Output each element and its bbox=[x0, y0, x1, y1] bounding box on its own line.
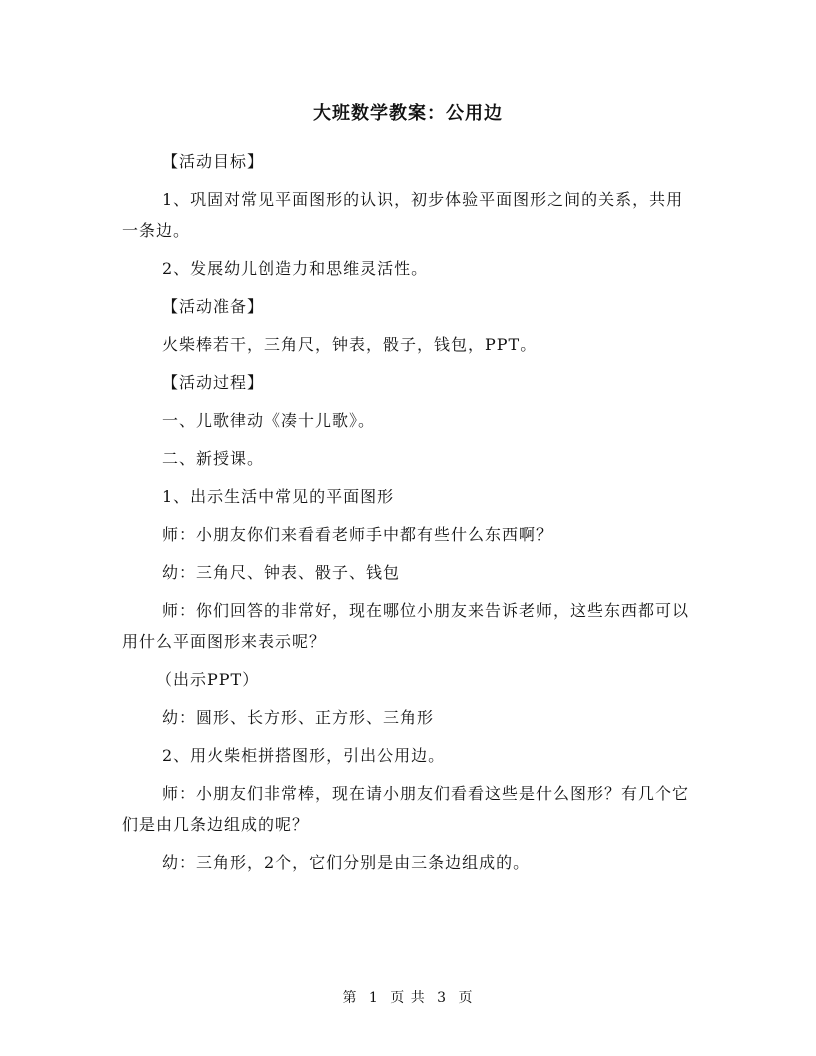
dialogue-teacher-3: 师：小朋友们非常棒，现在请小朋友们看看这些是什么图形？有几个它们是由几条边组成的呢？ bbox=[122, 784, 690, 834]
goal-item-1: 1、巩固对常见平面图形的认识，初步体验平面图形之间的关系，共用一条边。 bbox=[122, 190, 684, 240]
page-footer bbox=[0, 987, 816, 1007]
section-heading-preparation: 【活动准备】 bbox=[162, 297, 265, 316]
preparation-materials: 火柴棒若干，三角尺，钟表，骰子，钱包，PPT。 bbox=[162, 335, 538, 354]
goal-item-2: 2、发展幼儿创造力和思维灵活性。 bbox=[162, 259, 429, 278]
show-ppt-note: （出示PPT） bbox=[156, 670, 260, 689]
dialogue-child-1: 幼：三角尺、钟表、骰子、钱包 bbox=[162, 563, 401, 582]
footer-current-page: 1 bbox=[368, 990, 379, 1006]
dialogue-child-3: 幼：三角形，2个，它们分别是由三条边组成的。 bbox=[162, 853, 531, 872]
process-step-1: 一、儿歌律动《凑十儿歌》。 bbox=[162, 411, 376, 430]
document-body bbox=[122, 146, 694, 885]
dialogue-child-2: 幼：圆形、长方形、正方形、三角形 bbox=[162, 708, 435, 727]
document-title: 大班数学教案：公用边 bbox=[313, 103, 503, 124]
footer-mid: 页 共 bbox=[390, 990, 426, 1006]
process-substep-2: 2、用火柴柜拼搭图形，引出公用边。 bbox=[162, 746, 446, 765]
footer-total-pages: 3 bbox=[437, 990, 448, 1006]
section-heading-goals: 【活动目标】 bbox=[162, 152, 265, 171]
dialogue-teacher-1: 师：小朋友你们来看看老师手中都有些什么东西啊？ bbox=[162, 525, 554, 544]
section-heading-process: 【活动过程】 bbox=[162, 373, 265, 392]
process-step-2: 二、新授课。 bbox=[162, 449, 265, 468]
process-substep-1: 1、出示生活中常见的平面图形 bbox=[162, 487, 395, 506]
footer-suffix: 页 bbox=[458, 990, 474, 1006]
footer-prefix: 第 bbox=[342, 990, 358, 1006]
dialogue-teacher-2: 师：你们回答的非常好，现在哪位小朋友来告诉老师，这些东西都可以用什么平面图形来表示呢？ bbox=[122, 601, 690, 651]
